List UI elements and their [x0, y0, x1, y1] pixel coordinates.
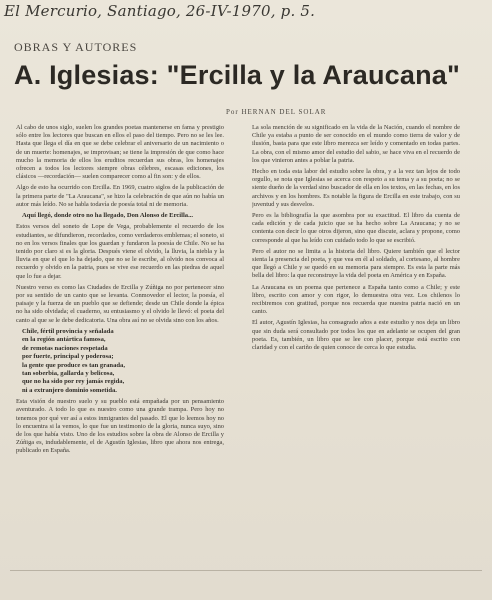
- article-title: A. Iglesias: "Ercilla y la Araucana": [14, 60, 461, 90]
- paragraph: Hecho en toda esta labor del estudio sobre la obra, y a la vez tan lejos de todo orgullo, se nota que Iglesias se acerca con respeto a su tema y a su poeta; no se siente dueño de la verdad sino buscador de ella en los textos, en las fechas, en los archivos y en los hombres. Es notable la figura de Ercilla en este trabajo, con su juventud y sus desvelos.: [252, 168, 460, 208]
- paragraph: Nuestro verso es como las Ciudades de Ercilla y Zúñiga no por pertenecer sino por su sentido de un canto que se levanta. Conmovedor el lector, la poesía, el paisaje y la fuerza de un pueblo que se defiende; desde un Chile donde la épica no ha sido olvidada; el cuaderno, su entusiasmo y el olvido le llevó: el poeta del canto al que se le debe dedicatoria. Una obra así no se olvida sino con los años.: [16, 283, 224, 324]
- paragraph: Estos versos del soneto de Lope de Vega, probablemente el recuerdo de los estudiantes, se difundieron, recordados, como verdaderos emblemas; el soneto, si no en los versos finales que los guardan y fundaron la poesía de Chile. No se ha tenido por claro si es la gloria. Después viene el olvido, la lluvia, la niebla y la lluvia en que el que lo ha dejado, que no se le escribe, al olvido nos convoca al recuerdo y olvido en la patria, pues se vive ese recuerdo en las piedras de aquel que lo fue a dejar.: [16, 223, 224, 280]
- verse-quote: Aquí llegó, donde otro no ha llegado, Don Alonso de Ercilla...: [22, 212, 194, 220]
- paragraph: La sola mención de su significado en la vida de la Nación, cuando el nombre de Chile ya estaba a punto de ser conocido en el mundo como tierra de valor y de ilusión, basta para que este libro merezca ser leído y comentado en todas partes. La obra, con el mismo amor del estudio del sabio, se hace viva en el recuerdo de los que vinieron antes a poblar la patria.: [252, 124, 460, 164]
- bottom-divider: [10, 570, 482, 571]
- right-column: [252, 124, 460, 355]
- section-heading: OBRAS Y AUTORES: [14, 40, 138, 54]
- paragraph: Esta visión de nuestro suelo y su pueblo está empañada por un pensamiento aventurado. A todo lo que es nuestro como una grande trampa. Pero hoy no tenemos por qué ver así a estos inmigrantes del pasado. El que lo leemos hoy no lo encuentra si la vemos, lo que fue un testimonio de la gloria, nunca suyo, sino de los que había visto. Uno de los estudios sobre la obra de Alonso de Ercilla y Zúñiga es, indudablemente, el de Agustín Iglesias, libro que ahora nos entrega, publicado en España.: [16, 398, 224, 455]
- paragraph: Al cabo de unos siglo, suelen los grandes poetas mantenerse en fama y prestigio sólo entre los lectores que buscan en ellos el paso del tiempo. Pero no se les lee. Hasta que llega el día en que se debe celebrar el aniversario de un nacimiento o de un muerte: homenajes, se improvisan; se tiene la impresión de que como hace mucho la memoria de ellos los eruditos recuerdan sus obras, los homenajes ofrecen a todos los lectores siempre obras célebres, escasas ediciones, los clásicos —recordación— suelen comparecer como al fin son: y de ellos.: [16, 124, 224, 181]
- handwritten-source-note: El Mercurio, Santiago, 26-IV-1970, p. 5.: [4, 2, 316, 20]
- left-column: [16, 124, 224, 459]
- verse-quote: Chile, fértil provincia y señalada en la región antártica famosa, de remotas naciones respetada por fuerte, principal y poderosa; la gente que produce es tan granada, tan soberbia, gallarda y belicosa, que no ha sido por rey jamás regida, ni a extranjero dominio sometida.: [22, 327, 126, 394]
- article-byline: Por HERNAN DEL SOLAR: [226, 108, 327, 116]
- paragraph: Algo de esto ha ocurrido con Ercilla. En 1969, cuatro siglos de la publicación de la primera parte de "La Araucana", se hizo la celebración de que aún no había un autor más leído. No se habla todavía de poesía total ni de memoria.: [16, 184, 224, 208]
- paragraph: Pero el autor no se limita a la historia del libro. Quiere también que el lector sienta la presencia del poeta, y que vea en él al soldado, al cortesano, al hombre que llegó a Chile y se quedó en su memoria para siempre. Es esta la parte más bella del libro: la que reconstruye la vida del poeta en América y en España.: [252, 247, 460, 280]
- paragraph: El autor, Agustín Iglesias, ha consagrado años a este estudio y nos deja un libro que sin duda será consultado por todos los que en adelante se ocupen del gran poeta. Es, también, un libro que se lee con placer, porque está escrito con claridad y con el cariño de quien conoce de cerca lo que estudia.: [252, 319, 460, 352]
- paragraph: La Araucana es un poema que pertenece a España tanto como a Chile; y este libro, escrito con amor y con rigor, lo demuestra otra vez. Los chilenos lo recibiremos con gratitud, porque nos recuerda que nuestra patria nació en un canto.: [252, 283, 460, 316]
- paragraph: Pero es la bibliografía la que asombra por su exactitud. El libro da cuenta de cada edición y de cada juicio que se ha hecho sobre La Araucana; y no se contenta con decir lo que otros dijeron, sino que discute, aclara y propone, como corresponde al que ha leído con cuidado todo lo que se escribió.: [252, 212, 460, 244]
